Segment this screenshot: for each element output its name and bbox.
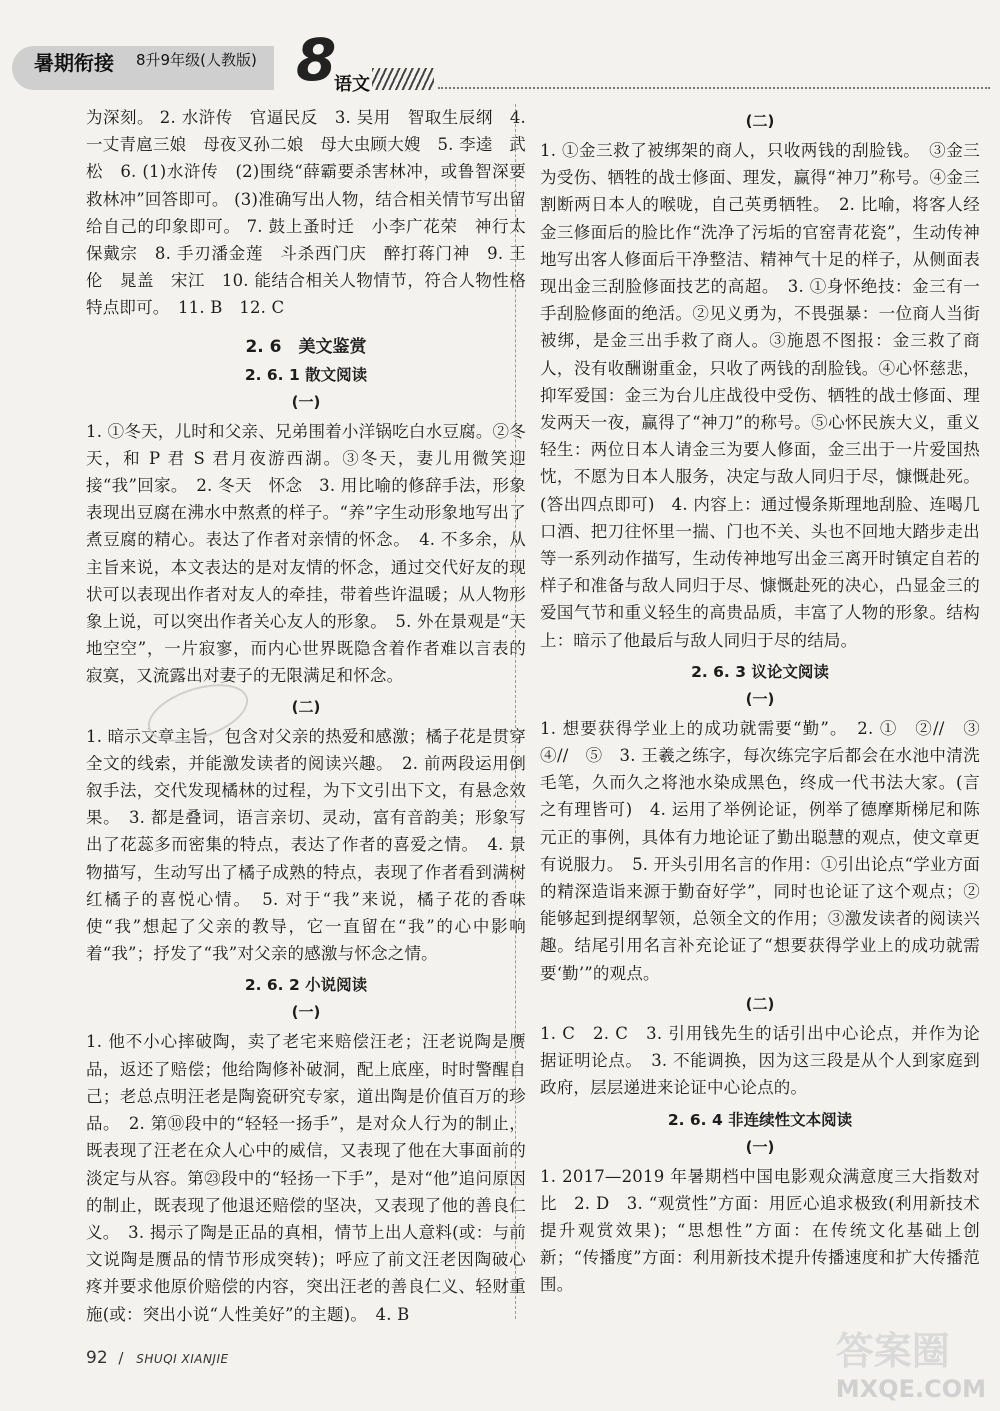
subsection-heading: 2. 6. 4 非连续性文本阅读 <box>667 1110 853 1129</box>
answer-paragraph: 1. ①金三救了被绑架的商人，只收两钱的刮脸钱。 ③金三为受伤、牺牲的战士修面、理发，赢得“神刀”称号。④金三割断两日本人的喉咙，自己英勇牺牲。 2. 比喻，将客人经金三修面后的脸比作“洗净了污垢的官窑青花瓷”，生动传神地写出客人修面后干净整洁、精神气十足的样子，从侧面表现出金三刮脸修面技艺的高超。 3. ①身怀绝技：金三有一手刮脸修面的绝活。②见义勇为，不畏强暴：一位商人当街被绑，是金三出手救了商人。③施恩不图报：金三救了商人，没有收酬谢重金，只收了两钱的刮脸钱。④心怀慈悲，抑军爱国：金三为台儿庄战役中受伤、牺牲的战士修面、理发两天一夜，赢得了“神刀”的称号。⑤心怀民族大义，重义轻生：两位日本人请金三为要人修面，金三出于一片爱国热忱，不愿为日本人服务，决定与敌人同归于尽，慷慨赴死。(答出四点即可) 4. 内容上：通过慢条斯理地刮脸、连喝几口酒、把刀往怀里一揣、门也不关、头也不回地大踏步走出等一系列动作描写，生动传神地写出金三离开时镇定自若的样子和准备与敌人同归于尽、慷慨赴死的决心，凸显金三的爱国气节和重义轻生的高贵品质，丰富了人物的形象。结构上：暗示了他最后与敌人同归于尽的结局。 <box>540 141 980 650</box>
subsection-heading: 2. 6. 3 议论文阅读 <box>691 662 829 681</box>
grade-number: 8 <box>296 26 337 94</box>
part-heading: (一) <box>291 1003 321 1022</box>
book-title: 暑期衔接 <box>34 51 114 75</box>
part-heading: (二) <box>291 697 321 716</box>
watermark <box>836 1320 986 1403</box>
subject-label: 语文 <box>334 74 370 95</box>
column-divider <box>515 104 516 1319</box>
answer-paragraph: 1. C 2. C 3. 引用钱先生的话引出中心论点，并作为论据证明论点。 3. 不能调换，因为这三段是从个人到家庭到政府，层层递进来论证中心论点的。 <box>540 1023 980 1098</box>
header-dotted-rule <box>438 87 990 89</box>
footer-brand: SHUQI XIANJIE <box>136 1352 229 1366</box>
section-heading: 2. 6 美文鉴赏 <box>245 336 367 357</box>
part-heading: (一) <box>291 392 321 411</box>
page-header <box>0 0 1000 100</box>
answer-paragraph: 1. 2017—2019 年暑期档中国电影观众满意度三大指数对比 2. D 3. “观赏性”方面：用匠心追求极致(利用新技术提升观赏效果)；“思想性”方面：在传统文化基础上创新；“传播度”方面：利用新技术提升传播速度和扩大传播范围。 <box>540 1166 980 1295</box>
subsection-heading: 2. 6. 2 小说阅读 <box>244 976 368 995</box>
watermark-url: MXQE.COM <box>835 1375 986 1403</box>
right-column <box>540 104 997 1299</box>
page-footer <box>86 1348 229 1368</box>
part-heading: (一) <box>745 689 775 708</box>
answer-paragraph: 1. 想要获得学业上的成功就需要“勤”。 2. ① ②// ③ ④// ⑤ 3. 王羲之练字，每次练完字后都会在水池中清洗毛笔，久而久之将池水染成黑色，终成一代书法大家。(言之有理皆可) 4. 运用了举例论证，例举了德摩斯梯尼和陈元正的事例，具体有力地论证了勤出聪慧的观点，使文章更有说服力。 5. 开头引用名言的作用：①引出论点“学业方面的精深造诣来源于勤奋好学”，同时也论证了这个观点；②能够起到提纲挈领，总领全文的作用；③激发读者的阅读兴趣。结尾引用名言补充论证了“想要获得学业上的成功就需要‘勤’”的观点。 <box>540 718 997 983</box>
part-heading: (二) <box>745 994 775 1013</box>
footer-slash: / <box>118 1349 124 1367</box>
watermark-logo: 答案圈 <box>835 1329 950 1373</box>
answer-paragraph: 为深刻。 2. 水浒传 官逼民反 3. 吴用 智取生辰纲 4. 一丈青扈三娘 母夜叉孙二娘 母大虫顾大嫂 5. 李逵 武松 6. (1)水浒传 (2)围绕“薛霸要杀害林冲，或鲁智深要救林冲”回答即可。 (3)准确写出人物，结合相关情节写出留给自己的印象即可。 7. 鼓上蚤时迁 小李广花荣 神行太保戴宗 8. 手刃潘金莲 斗杀西门庆 醉打蒋门神 9. 王伦 晁盖 宋江 10. 能结合相关人物情节，符合人物性格特点即可。 11. B 12. C <box>86 108 526 318</box>
grade-label: 8升9年级(人教版) <box>136 51 257 69</box>
part-heading: (二) <box>745 112 775 130</box>
answer-paragraph: 1. 他不小心摔破陶，卖了老宅来赔偿汪老；汪老说陶是赝品，返还了赔偿；他给陶修补破洞，配上底座，时时警醒自己；老总点明汪老是陶瓷研究专家，道出陶是价值百万的珍品。 2. 第⑩段中的“轻轻一扬手”，是对众人行为的制止，既表现了汪老在众人心中的威信，又表现了他在大事面前的淡定与从容。第㉓段中的“轻扬一下手”，是对“他”追问原因的制止，既表现了他退还赔偿的坚决，又表现了他的善良仁义。 3. 揭示了陶是正品的真相，情节上出人意料(或：与前文说陶是赝品的情节形成突转)；呼应了前文汪老因陶破心疼并要求他原价赔偿的内容，突出汪老的善良仁义、轻财重施(或：突出小说“人性美好”的主题)。 4. B <box>86 1032 526 1324</box>
answer-paragraph: 1. ①冬天，儿时和父亲、兄弟围着小洋锅吃白水豆腐。②冬天，和 P 君 S 君月夜游西湖。③冬天，妻儿用微笑迎接“我”回家。 2. 冬天 怀念 3. 用比喻的修辞手法，形象表现出豆腐在沸水中熬煮的样子。“养”字生动形象地写出了煮豆腐的精心。表达了作者对亲情的怀念。 4. 不多余，从主旨来说，本文表达的是对友情的怀念，通过交代好友的现状可以表现出作者对友人的牵挂，带着些许温暖；从人物形象上说，可以突出作者关心友人的形象。 5. 外在景观是“天地空空”，一片寂寥，而内心世界既隐含着作者难以言表的寂寞，又流露出对妻子的无限满足和怀念。 <box>86 421 526 686</box>
answer-paragraph: 1. 暗示文章主旨，包含对父亲的热爱和感激；橘子花是贯穿全文的线索，并能激发读者的阅读兴趣。 2. 前两段运用倒叙手法，交代发现橘林的过程，为下文引出下文，有悬念效果。 3. 都是叠词，语言亲切、灵动，富有音韵美；形象写出了花蕊多而密集的特点，表达了作者的喜爱之情。 4. 景物描写，生动写出了橘子成熟的特点，表现了作者看到满树红橘子的喜悦心情。 5. 对于“我”来说，橘子花的香味使“我”想起了父亲的教导，它一直留在“我”的心中影响着“我”；抒发了“我”对父亲的感激与怀念之情。 <box>86 726 526 964</box>
page-number: 92 <box>86 1348 108 1368</box>
header-stripes <box>372 68 434 90</box>
part-heading: (一) <box>745 1137 775 1156</box>
subsection-heading: 2. 6. 1 散文阅读 <box>244 365 368 384</box>
